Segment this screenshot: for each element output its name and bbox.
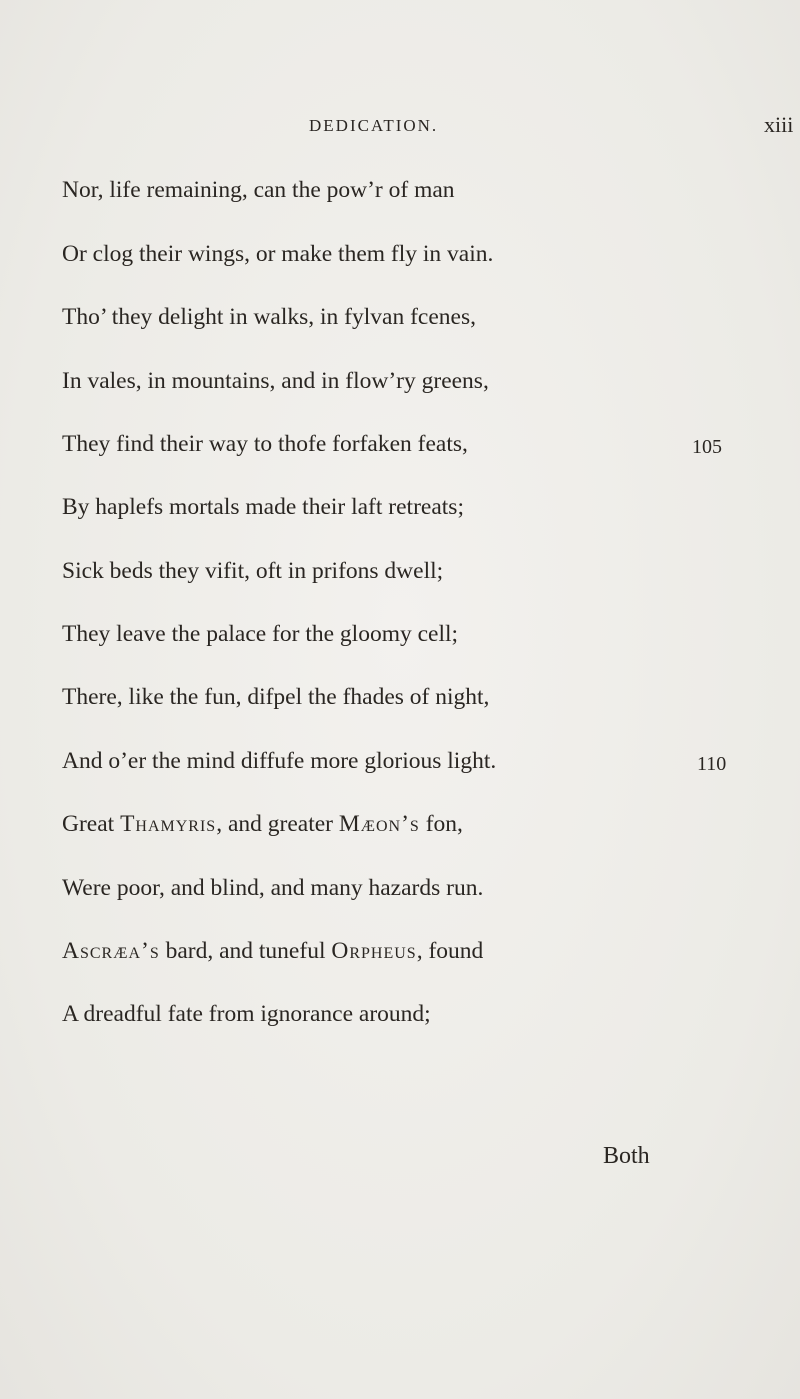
verse-line: There, like the fun, difpel the fhades of night, [62, 684, 490, 710]
verse-line: Nor, life remaining, can the pow’r of man [62, 177, 455, 203]
verse-line: And o’er the mind diffufe more glorious light. [62, 748, 497, 774]
verse-line: They find their way to thofe forfaken feats, [62, 431, 468, 457]
catchword: Both [603, 1143, 650, 1169]
line-number: 105 [692, 436, 722, 458]
line-number: 110 [697, 753, 727, 775]
page-header [0, 112, 800, 142]
verse-line: Tho’ they delight in walks, in fylvan fcenes, [62, 304, 476, 330]
verse-line: Sick beds they vifit, oft in prifons dwell; [62, 558, 444, 584]
verse-line: Were poor, and blind, and many hazards run. [62, 875, 484, 901]
page-number: xiii [764, 112, 794, 137]
verse-line: Ascræa’s bard, and tuneful Orpheus, found [62, 938, 484, 964]
verse-line: A dreadful fate from ignorance around; [62, 1001, 431, 1027]
verse-line: In vales, in mountains, and in flow’ry greens, [62, 368, 489, 394]
verse-line: Or clog their wings, or make them fly in vain. [62, 241, 494, 267]
verse-line: Great Thamyris, and greater Mæon’s fon, [62, 811, 463, 837]
verse-line: They leave the palace for the gloomy cell; [62, 621, 459, 647]
running-head: DEDICATION. [309, 116, 439, 135]
verse-line: By haplefs mortals made their laft retreats; [62, 494, 464, 520]
